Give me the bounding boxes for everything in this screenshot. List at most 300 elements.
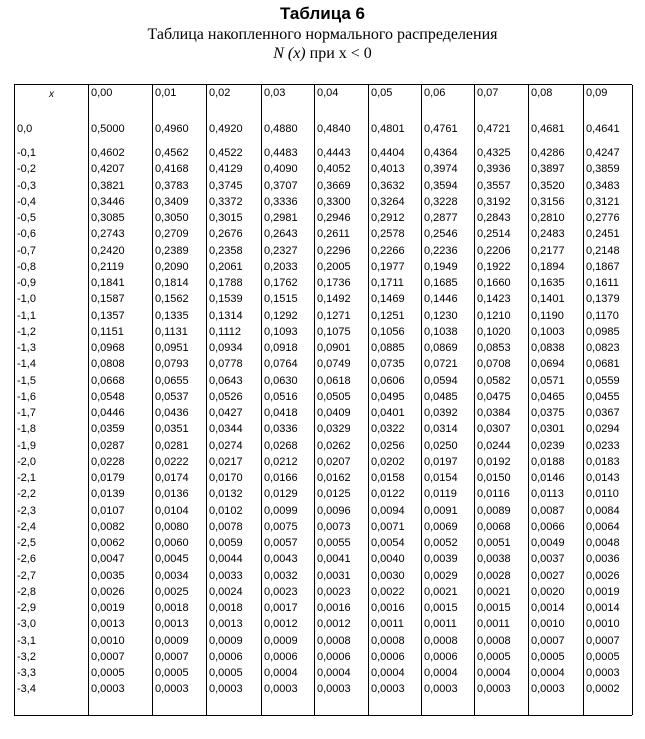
table-cell: 0,0250 <box>424 439 458 452</box>
table-cell: 0,1230 <box>424 309 458 322</box>
table-cell: 0,0183 <box>586 455 620 468</box>
header-cell: 0,04 <box>317 87 339 99</box>
table-cell: 0,1922 <box>477 260 511 273</box>
table-cell: 0,0401 <box>371 407 405 419</box>
table-cell: 0,0057 <box>264 537 298 549</box>
table-cell: 0,0010 <box>91 634 125 647</box>
table-cell: 0,0008 <box>371 634 405 647</box>
table-cell: 0,3632 <box>371 179 405 192</box>
table-cell: 0,4562 <box>155 147 189 159</box>
table-cell: 0,4681 <box>531 123 565 135</box>
row-label: -2,9 <box>17 602 36 614</box>
table-cell: 0,4761 <box>424 123 458 135</box>
table-cell: 0,1515 <box>264 293 298 306</box>
table-cell: 0,0314 <box>424 423 458 436</box>
table-cell: 0,0708 <box>477 358 511 371</box>
table-cell: 0,0013 <box>91 618 125 631</box>
table-cell: 0,2236 <box>424 244 458 257</box>
table-cell: 0,0392 <box>424 407 458 419</box>
table-cell: 0,0233 <box>586 439 620 452</box>
table-cell: 0,0618 <box>317 374 351 387</box>
table-cell: 0,0239 <box>531 439 565 452</box>
table-cell: 0,0735 <box>371 358 405 371</box>
table-cell: 0,0793 <box>155 358 189 371</box>
table-cell: 0,0066 <box>531 520 565 533</box>
table-cell: 0,2643 <box>264 228 298 241</box>
table-cell: 0,0006 <box>371 650 405 663</box>
table-cell: 0,4325 <box>477 147 511 159</box>
table-cell: 0,0043 <box>264 553 298 566</box>
row-label: -2,2 <box>17 488 36 501</box>
table-cell: 0,0495 <box>371 390 405 403</box>
table-cell: 0,0934 <box>209 342 243 354</box>
row-label: -1,2 <box>17 325 36 338</box>
table-cell: 0,0005 <box>209 667 243 679</box>
header-cell: 0,08 <box>531 87 553 99</box>
table-cell: 0,0630 <box>264 374 298 387</box>
table-cell: 0,0004 <box>477 667 511 679</box>
header-x: x <box>49 89 54 100</box>
table-cell: 0,2743 <box>91 228 125 241</box>
table-cell: 0,0062 <box>91 537 125 549</box>
table-cell: 0,0012 <box>264 618 298 631</box>
row-label: -0,3 <box>17 179 36 192</box>
table-cell: 0,0020 <box>531 585 565 598</box>
table-cell: 0,0571 <box>531 374 565 387</box>
table-cell: 0,1251 <box>371 309 405 322</box>
table-cell: 0,3050 <box>155 212 189 224</box>
table-cell: 0,3264 <box>371 195 405 208</box>
table-cell: 0,1736 <box>317 277 351 289</box>
table-cell: 0,3121 <box>586 195 620 208</box>
table-cell: 0,4364 <box>424 147 458 159</box>
row-label: -3,2 <box>17 650 36 663</box>
table-cell: 0,3707 <box>264 179 298 192</box>
table-cell: 0,0045 <box>155 553 189 566</box>
table-cell: 0,0004 <box>317 667 351 679</box>
table-cell: 0,0409 <box>317 407 351 419</box>
table-cell: 0,0749 <box>317 358 351 371</box>
table-cell: 0,4013 <box>371 163 405 176</box>
table-cell: 0,0179 <box>91 472 125 484</box>
table-cell: 0,1423 <box>477 293 511 306</box>
table-cell: 0,1711 <box>371 277 404 289</box>
table-cell: 0,0418 <box>264 407 298 419</box>
table-cell: 0,0158 <box>371 472 405 484</box>
table-cell: 0,0003 <box>209 683 243 696</box>
table-cell: 0,1314 <box>209 309 243 322</box>
table-cell: 0,1814 <box>155 277 189 289</box>
table-cell: 0,0019 <box>586 585 620 598</box>
table-cell: 0,0030 <box>371 569 405 582</box>
table-cell: 0,0038 <box>477 553 511 566</box>
table-cell: 0,0122 <box>371 488 405 501</box>
table-cell: 0,0049 <box>531 537 565 549</box>
table-cell: 0,0004 <box>424 667 458 679</box>
table-cell: 0,1190 <box>531 309 564 322</box>
table-cell: 0,0129 <box>264 488 298 501</box>
table-cell: 0,0384 <box>477 407 511 419</box>
table-cell: 0,0655 <box>155 374 189 387</box>
row-label: -2,4 <box>17 520 36 533</box>
table-cell: 0,1788 <box>209 277 243 289</box>
table-cell: 0,0011 <box>371 618 404 631</box>
table-cell: 0,3974 <box>424 163 458 176</box>
table-cell: 0,0026 <box>91 585 125 598</box>
table-cell: 0,0003 <box>91 683 125 696</box>
table-cell: 0,1469 <box>371 293 405 306</box>
table-cell: 0,0110 <box>586 488 619 501</box>
table-cell: 0,2877 <box>424 212 458 224</box>
table-cell: 0,2033 <box>264 260 298 273</box>
table-cell: 0,0301 <box>531 423 565 436</box>
table-cell: 0,0951 <box>155 342 189 354</box>
table-cell: 0,0011 <box>477 618 510 631</box>
table-cell: 0,0207 <box>317 455 351 468</box>
table-cell: 0,0012 <box>317 618 351 631</box>
table-cell: 0,0212 <box>264 455 298 468</box>
table-cell: 0,2296 <box>317 244 351 257</box>
table-cell: 0,0036 <box>586 553 620 566</box>
table-cell: 0,0032 <box>264 569 298 582</box>
table-cell: 0,0559 <box>586 374 620 387</box>
table-cell: 0,0475 <box>477 390 511 403</box>
table-cell: 0,0119 <box>424 488 457 501</box>
table-cell: 0,0150 <box>477 472 511 484</box>
table-cell: 0,1020 <box>477 325 511 338</box>
table-cell: 0,4129 <box>209 163 243 176</box>
table-cell: 0,0287 <box>91 439 125 452</box>
table-cell: 0,0005 <box>91 667 125 679</box>
table-cell: 0,3859 <box>586 163 620 176</box>
column-divider <box>261 85 262 715</box>
row-label: -0,1 <box>17 147 36 159</box>
table-cell: 0,0166 <box>264 472 298 484</box>
table-cell: 0,0089 <box>477 504 511 517</box>
table-cell: 0,0031 <box>317 569 351 582</box>
table-cell: 0,0003 <box>371 683 405 696</box>
table-cell: 0,2611 <box>317 228 350 241</box>
table-cell: 0,0033 <box>209 569 243 582</box>
table-cell: 0,1562 <box>155 293 189 306</box>
table-cell: 0,0003 <box>155 683 189 696</box>
column-divider <box>583 85 584 715</box>
row-label: -0,9 <box>17 277 36 289</box>
row-label: -0,8 <box>17 260 36 273</box>
table-cell: 0,0016 <box>317 602 351 614</box>
table-cell: 0,0014 <box>586 602 620 614</box>
table-cell: 0,0668 <box>91 374 125 387</box>
table-cell: 0,4522 <box>209 147 243 159</box>
table-cell: 0,0436 <box>155 407 189 419</box>
table-cell: 0,2709 <box>155 228 189 241</box>
table-cell: 0,0005 <box>477 650 511 663</box>
table-cell: 0,0125 <box>317 488 351 501</box>
row-label: -2,3 <box>17 504 36 517</box>
table-cell: 0,0351 <box>155 423 189 436</box>
row-label: -0,2 <box>17 163 36 176</box>
table-cell: 0,2912 <box>371 212 405 224</box>
table-cell: 0,0256 <box>371 439 405 452</box>
table-cell: 0,3228 <box>424 195 458 208</box>
table-cell: 0,0505 <box>317 390 351 403</box>
table-cell: 0,0197 <box>424 455 458 468</box>
row-label: -2,1 <box>17 472 36 484</box>
column-divider <box>421 85 422 715</box>
table-cell: 0,0060 <box>155 537 189 549</box>
table-cell: 0,0244 <box>477 439 511 452</box>
table-cell: 0,0329 <box>317 423 351 436</box>
table-cell: 0,0013 <box>209 618 243 631</box>
table-cell: 0,0526 <box>209 390 243 403</box>
table-cell: 0,0002 <box>586 683 620 696</box>
table-cell: 0,1977 <box>371 260 405 273</box>
table-cell: 0,0024 <box>209 585 243 598</box>
table-cell: 0,4960 <box>155 123 189 135</box>
table-cell: 0,0009 <box>264 634 298 647</box>
table-cell: 0,0102 <box>209 504 243 517</box>
table-cell: 0,0041 <box>317 553 351 566</box>
table-cell: 0,3300 <box>317 195 351 208</box>
table-cell: 0,1841 <box>91 277 125 289</box>
table-cell: 0,0082 <box>91 520 125 533</box>
table-cell: 0,0643 <box>209 374 243 387</box>
table-cell: 0,0039 <box>424 553 458 566</box>
table-cell: 0,2420 <box>91 244 125 257</box>
table-cell: 0,0869 <box>424 342 458 354</box>
table-cell: 0,4840 <box>317 123 351 135</box>
table-cell: 0,4880 <box>264 123 298 135</box>
table-cell: 0,0006 <box>317 650 351 663</box>
table-cell: 0,1611 <box>586 277 619 289</box>
table-cell: 0,0068 <box>477 520 511 533</box>
table-cell: 0,3409 <box>155 195 189 208</box>
table-cell: 0,0037 <box>531 553 565 566</box>
table-cell: 0,0007 <box>531 634 565 647</box>
table-cell: 0,0838 <box>531 342 565 354</box>
table-cell: 0,1131 <box>155 325 188 338</box>
table-cell: 0,4247 <box>586 147 620 159</box>
table-cell: 0,3372 <box>209 195 243 208</box>
table-cell: 0,0764 <box>264 358 298 371</box>
table-cell: 0,3192 <box>477 195 511 208</box>
table-cell: 0,0367 <box>586 407 620 419</box>
table-cell: 0,0606 <box>371 374 405 387</box>
table-cell: 0,2148 <box>586 244 620 257</box>
table-cell: 0,0044 <box>209 553 243 566</box>
table-cell: 0,2119 <box>91 260 124 273</box>
row-label: -1,6 <box>17 390 36 403</box>
table-cell: 0,0035 <box>91 569 125 582</box>
table-cell: 0,1660 <box>477 277 511 289</box>
table-cell: 0,4286 <box>531 147 565 159</box>
table-cell: 0,4052 <box>317 163 351 176</box>
table-cell: 0,0322 <box>371 423 405 436</box>
table-cell: 0,1271 <box>317 309 351 322</box>
table-cell: 0,0017 <box>264 602 298 614</box>
table-cell: 0,1170 <box>586 309 619 322</box>
table-cell: 0,0034 <box>155 569 189 582</box>
row-label: -0,6 <box>17 228 36 241</box>
table-cell: 0,0071 <box>371 520 405 533</box>
header-cell: 0,02 <box>209 87 231 99</box>
table-cell: 0,0594 <box>424 374 458 387</box>
table-cell: 0,0228 <box>91 455 125 468</box>
table-cell: 0,0055 <box>317 537 351 549</box>
table-cell: 0,0485 <box>424 390 458 403</box>
header-cell: 0,05 <box>371 87 393 99</box>
table-cell: 0,1379 <box>586 293 620 306</box>
table-cell: 0,0011 <box>424 618 457 631</box>
table-cell: 0,0023 <box>317 585 351 598</box>
table-cell: 0,0222 <box>155 455 189 468</box>
table-cell: 0,0985 <box>586 325 620 338</box>
table-cell: 0,0003 <box>477 683 511 696</box>
table-cell: 0,0170 <box>209 472 243 484</box>
row-label: -3,0 <box>17 618 36 631</box>
row-label: -1,1 <box>17 309 36 322</box>
table-cell: 0,0516 <box>264 390 298 403</box>
row-label: -3,3 <box>17 667 36 679</box>
table-cell: 0,0113 <box>531 488 564 501</box>
table-cell: 0,0281 <box>155 439 189 452</box>
table-cell: 0,2061 <box>209 260 243 273</box>
table-cell: 0,4602 <box>91 147 125 159</box>
table-cell: 0,0192 <box>477 455 511 468</box>
table-subtitle: Таблица накопленного нормального распределения <box>147 26 498 43</box>
table-cell: 0,1335 <box>155 309 189 322</box>
table-cell: 0,0146 <box>531 472 565 484</box>
table-title: Таблица 6 <box>279 4 366 23</box>
table-cell: 0,1056 <box>371 325 405 338</box>
row-label: -1,4 <box>17 358 36 371</box>
table-cell: 0,0008 <box>317 634 351 647</box>
table-cell: 0,1635 <box>531 277 565 289</box>
column-divider <box>206 85 207 715</box>
formula-condition: при x < 0 <box>309 45 372 62</box>
table-cell: 0,0823 <box>586 342 620 354</box>
table-cell: 0,0096 <box>317 504 351 517</box>
formula-caption <box>0 45 645 63</box>
table-cell: 0,0022 <box>371 585 405 598</box>
row-label: -0,5 <box>17 212 36 224</box>
table-cell: 0,1075 <box>317 325 351 338</box>
table-cell: 0,2266 <box>371 244 405 257</box>
table-cell: 0,0007 <box>155 650 189 663</box>
row-label: -2,5 <box>17 537 36 549</box>
formula-function: N (x) <box>273 45 306 62</box>
table-cell: 0,2946 <box>317 212 351 224</box>
header-cell: 0,01 <box>155 87 177 99</box>
table-cell: 0,3936 <box>477 163 511 176</box>
table-cell: 0,0427 <box>209 407 243 419</box>
table-cell: 0,4801 <box>371 123 405 135</box>
table-cell: 0,2206 <box>477 244 511 257</box>
table-cell: 0,0853 <box>477 342 511 354</box>
table-cell: 0,3520 <box>531 179 565 192</box>
table-cell: 0,0681 <box>586 358 620 371</box>
table-cell: 0,4090 <box>264 163 298 176</box>
column-divider <box>528 85 529 715</box>
table-cell: 0,0901 <box>317 342 351 354</box>
table-cell: 0,3783 <box>155 179 189 192</box>
table-cell: 0,0006 <box>209 650 243 663</box>
table-cell: 0,0052 <box>424 537 458 549</box>
row-label: -1,7 <box>17 407 36 419</box>
table-cell: 0,2090 <box>155 260 189 273</box>
header-cell: 0,09 <box>586 87 608 99</box>
table-cell: 0,0026 <box>586 569 620 582</box>
table-cell: 0,2005 <box>317 260 351 273</box>
table-cell: 0,2514 <box>477 228 511 241</box>
table-cell: 0,0010 <box>531 618 565 631</box>
table-cell: 0,0143 <box>586 472 620 484</box>
table-cell: 0,0028 <box>477 569 511 582</box>
table-cell: 0,1151 <box>91 325 124 338</box>
table-cell: 0,4168 <box>155 163 189 176</box>
table-cell: 0,0455 <box>586 390 620 403</box>
table-cell: 0,2177 <box>531 244 565 257</box>
row-label: -2,6 <box>17 553 36 566</box>
table-cell: 0,0336 <box>264 423 298 436</box>
row-label: -1,0 <box>17 293 36 306</box>
table-cell: 0,2327 <box>264 244 298 257</box>
row-label: -1,8 <box>17 423 36 436</box>
table-cell: 0,0025 <box>155 585 189 598</box>
table-cell: 0,3745 <box>209 179 243 192</box>
table-cell: 0,4443 <box>317 147 351 159</box>
table-cell: 0,2389 <box>155 244 189 257</box>
header-cell: 0,00 <box>91 87 113 99</box>
table-cell: 0,0188 <box>531 455 565 468</box>
table-cell: 0,0446 <box>91 407 125 419</box>
header-cell: 0,06 <box>424 87 446 99</box>
table-cell: 0,2776 <box>586 212 620 224</box>
table-cell: 0,0087 <box>531 504 565 517</box>
table-cell: 0,0008 <box>424 634 458 647</box>
table-cell: 0,3336 <box>264 195 298 208</box>
table-cell: 0,0154 <box>424 472 458 484</box>
table-cell: 0,0132 <box>209 488 243 501</box>
table-cell: 0,3594 <box>424 179 458 192</box>
table-cell: 0,1685 <box>424 277 458 289</box>
table-cell: 0,1446 <box>424 293 458 306</box>
table-cell: 0,0104 <box>155 504 189 517</box>
table-cell: 0,0073 <box>317 520 351 533</box>
row-label: -3,4 <box>17 683 36 696</box>
table-cell: 0,0027 <box>531 569 565 582</box>
table-cell: 0,0018 <box>209 602 243 614</box>
table-cell: 0,3897 <box>531 163 565 176</box>
table-cell: 0,0003 <box>531 683 565 696</box>
table-cell: 0,0051 <box>477 537 511 549</box>
row-label: -1,3 <box>17 342 36 354</box>
table-cell: 0,0375 <box>531 407 565 419</box>
table-cell: 0,0537 <box>155 390 189 403</box>
table-cell: 0,0018 <box>155 602 189 614</box>
table-cell: 0,0008 <box>477 634 511 647</box>
table-cell: 0,0094 <box>371 504 405 517</box>
table-cell: 0,0013 <box>155 618 189 631</box>
table-cell: 0,0080 <box>155 520 189 533</box>
table-cell: 0,0465 <box>531 390 565 403</box>
table-cell: 0,0009 <box>155 634 189 647</box>
header-cell: 0,03 <box>264 87 286 99</box>
table-cell: 0,1587 <box>91 293 125 306</box>
table-cell: 0,0274 <box>209 439 243 452</box>
table-cell: 0,0107 <box>91 504 125 517</box>
table-cell: 0,0021 <box>424 585 458 598</box>
